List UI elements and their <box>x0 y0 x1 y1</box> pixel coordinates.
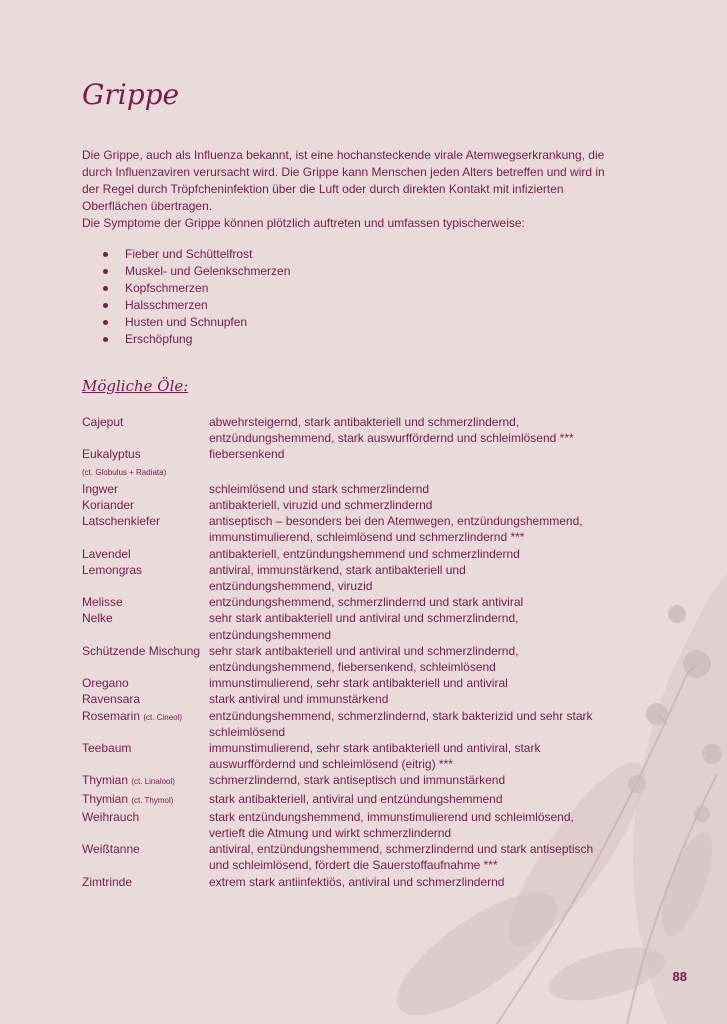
oil-description-line: extrem stark antiinfektiös, antiviral und schmerzlindernd <box>209 874 505 889</box>
list-item: Husten und Schnupfen <box>100 314 290 331</box>
oil-row <box>82 708 612 740</box>
oil-row <box>82 610 612 642</box>
oil-description-line: schleimlösend und stark schmerzlindernd <box>209 481 430 496</box>
oil-description <box>209 643 612 675</box>
oil-description <box>209 446 612 480</box>
list-item: Halsschmerzen <box>100 297 290 314</box>
oil-row <box>82 546 612 562</box>
oil-description-line: antibakteriell, entzündungshemmend und schmerzlindernd <box>209 546 520 561</box>
oil-description <box>209 708 612 740</box>
oil-description-line: immunstimulierend, schleimlösend und schmerzlindernd *** <box>209 530 525 545</box>
oil-name <box>82 546 209 562</box>
oil-name-text: Cajeput <box>82 415 124 429</box>
oil-description <box>209 791 612 809</box>
oil-description-line: fiebersenkend <box>209 447 285 462</box>
oil-row <box>82 562 612 594</box>
oil-description-line: schleimlösend <box>209 724 286 739</box>
oil-description <box>209 414 612 446</box>
oil-name-text: Koriander <box>82 498 135 513</box>
oil-name-text: Zimtrinde <box>82 874 133 889</box>
oil-description-line: entzündungshemmend, schmerzlindernd, stark bakterizid und sehr stark <box>209 708 593 723</box>
oil-description <box>209 610 612 642</box>
oil-row <box>82 446 612 480</box>
oil-row <box>82 513 612 545</box>
oil-chemotype: (ct. Globulus + Radiata) <box>82 467 167 477</box>
page-title: Grippe <box>82 78 180 111</box>
oil-description-line: sehr stark antibakteriell und antiviral und schmerzlindernd, <box>209 611 519 626</box>
oil-description <box>209 481 612 497</box>
oil-name-text: Teebaum <box>82 741 132 756</box>
oil-description-line: entzündungshemmend <box>209 627 332 642</box>
oil-name-text: Latschenkiefer <box>82 514 161 529</box>
oil-description <box>209 740 612 772</box>
oil-description-line: auswurffördernd und schleimlösend (eitrig) *** <box>209 757 453 772</box>
oil-row <box>82 675 612 691</box>
oil-description <box>209 562 612 594</box>
oil-description-line: entzündungshemmend, stark auswurffördernd und schleimlösend *** <box>209 431 574 446</box>
oil-row <box>82 414 612 446</box>
oil-name <box>82 772 209 790</box>
symptoms-list <box>100 246 290 348</box>
oil-row <box>82 594 612 610</box>
oil-row <box>82 643 612 675</box>
oil-description-line: antiviral, entzündungshemmend, schmerzlindernd und stark antiseptisch <box>209 842 594 857</box>
oil-name-text: Nelke <box>82 611 113 626</box>
symptoms-lead: Die Symptome der Grippe können plötzlich auftreten und umfassen typischerweise: <box>82 216 525 230</box>
oil-name <box>82 643 209 675</box>
oil-name-text: Lemongras <box>82 562 143 577</box>
oil-description-line: schmerzlindernd, stark antiseptisch und immunstärkend <box>209 773 506 788</box>
oil-description-line: entzündungshemmend, schmerzlindernd und stark antiviral <box>209 595 524 610</box>
oil-description <box>209 497 612 513</box>
oil-description-line: immunstimulierend, sehr stark antibakteriell und antiviral <box>209 676 508 691</box>
oil-description-line: abwehrsteigernd, stark antibakteriell und schmerzlindernd, <box>209 415 520 429</box>
oil-description <box>209 513 612 545</box>
oil-name-text: Weißtanne <box>82 842 140 857</box>
oil-name <box>82 809 209 841</box>
oil-chemotype: (ct. Linalool) <box>131 777 175 787</box>
oils-heading: Mögliche Öle: <box>82 377 189 395</box>
oil-description <box>209 841 612 873</box>
list-item: Erschöpfung <box>100 331 290 348</box>
oil-description-line: stark antibakteriell, antiviral und entzündungshemmend <box>209 791 503 806</box>
oil-name <box>82 497 209 513</box>
oil-row <box>82 841 612 873</box>
oil-description-line: sehr stark antibakteriell und antiviral und schmerzlindernd, <box>209 643 519 658</box>
oil-row <box>82 497 612 513</box>
oil-name-text: Ravensara <box>82 692 141 707</box>
oil-chemotype: (ct. Thymol) <box>131 795 174 805</box>
oil-description-line: immunstimulierend, sehr stark antibakteriell und antiviral, stark <box>209 741 541 756</box>
oil-name-text: Lavendel <box>82 546 131 561</box>
oil-row <box>82 791 612 809</box>
oil-name-text: Oregano <box>82 676 129 691</box>
oil-description-line: antiseptisch – besonders bei den Atemwegen, entzündungshemmend, <box>209 514 583 529</box>
oil-name <box>82 708 209 740</box>
oil-description-line: entzündungshemmend, viruzid <box>209 579 373 594</box>
oil-description <box>209 874 612 890</box>
oil-name <box>82 513 209 545</box>
intro-text <box>82 147 622 232</box>
oil-row <box>82 481 612 497</box>
oil-name-text: Ingwer <box>82 481 119 496</box>
page-number: 88 <box>672 969 687 984</box>
oil-description-line: stark antiviral und immunstärkend <box>209 692 389 707</box>
list-item: Kopfschmerzen <box>100 280 290 297</box>
oil-description <box>209 546 612 562</box>
oil-name <box>82 610 209 642</box>
oil-row <box>82 740 612 772</box>
oil-name-text: Melisse <box>82 595 123 610</box>
list-item: Fieber und Schüttelfrost <box>100 246 290 263</box>
oil-name-text: Eukalyptus <box>82 447 141 462</box>
oil-description-line: antiviral, immunstärkend, stark antibakteriell und <box>209 562 466 577</box>
oil-name <box>82 675 209 691</box>
oil-name-text: Thymian <box>82 773 129 788</box>
oil-description <box>209 809 612 841</box>
oil-name <box>82 874 209 890</box>
oil-name <box>82 446 209 480</box>
oil-description-line: antibakteriell, viruzid und schmerzlindernd <box>209 498 433 513</box>
oil-description <box>209 594 612 610</box>
oil-name-text: Rosemarin <box>82 708 141 723</box>
oil-name-text: Schützende Mischung <box>82 643 201 658</box>
intro-paragraph: Die Grippe, auch als Influenza bekannt, ist eine hochansteckende virale Atemwegserkrankung, die durch Influenzaviren verursacht wird. Die Grippe kann Menschen jeden Alters betreffen und wird in der Regel durch Tröpfcheninfektion über die Luft oder durch direkten Kontakt mit infizierten Oberflächen übertragen. <box>82 148 605 213</box>
oil-description <box>209 691 612 707</box>
oil-row <box>82 772 612 790</box>
oil-name <box>82 481 209 497</box>
oil-name <box>82 841 209 873</box>
oil-description-line: stark entzündungshemmend, immunstimulierend und schleimlösend, <box>209 809 574 824</box>
oil-name <box>82 562 209 594</box>
oil-name <box>82 691 209 707</box>
oil-description-line: und schleimlösend, fördert die Sauerstoffaufnahme *** <box>209 858 498 873</box>
oils-table <box>82 414 612 890</box>
oil-name-text: Weihrauch <box>82 809 140 824</box>
oil-name <box>82 740 209 772</box>
oil-name <box>82 414 209 446</box>
oil-description <box>209 675 612 691</box>
oil-chemotype: (ct. Cineol) <box>143 712 183 722</box>
oil-name <box>82 594 209 610</box>
oil-description-line: vertieft die Atmung und wirkt schmerzlindernd <box>209 826 452 841</box>
oil-description-line: entzündungshemmend, fiebersenkend, schleimlösend <box>209 660 496 675</box>
list-item: Muskel- und Gelenkschmerzen <box>100 263 290 280</box>
oil-description <box>209 772 612 790</box>
oil-row <box>82 809 612 841</box>
oil-row <box>82 691 612 707</box>
oil-name-text: Thymian <box>82 791 129 806</box>
oil-row <box>82 874 612 890</box>
oil-name <box>82 791 209 809</box>
